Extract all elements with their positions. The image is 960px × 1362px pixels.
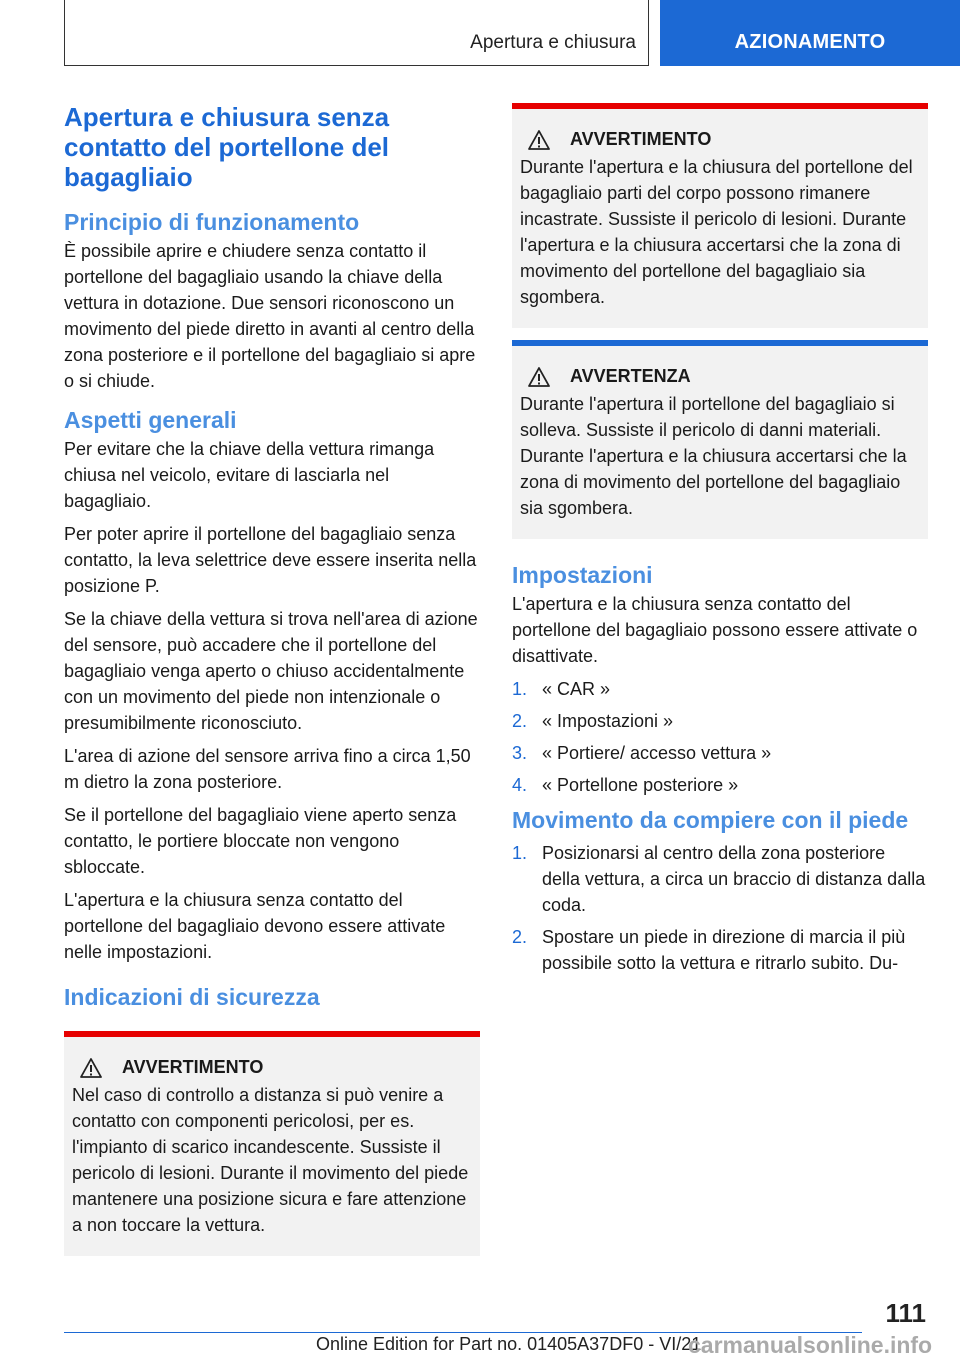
steps-movimento <box>512 840 928 976</box>
step-number: 4. <box>512 775 528 795</box>
caution-title: AVVERTENZA <box>570 366 691 386</box>
step-text: « Impostazioni » <box>542 711 674 731</box>
header-section-title: Apertura e chiusura <box>470 32 636 53</box>
caution-triangle-icon <box>528 367 550 387</box>
warning-title-row <box>520 129 920 150</box>
step-text: « Portellone posteriore » <box>542 775 739 795</box>
warning-title: AVVERTIMENTO <box>570 129 712 149</box>
watermark: carmanualsonline.info <box>688 1332 933 1358</box>
list-item <box>512 772 928 798</box>
paragraph-aspetti-1: Per evitare che la chiave della vettura rimanga chiusa nel veicolo, evitare di lasciarla nel bagagliaio. <box>64 439 435 511</box>
step-text: « Portiere/ accesso vettura » <box>542 743 772 763</box>
caution-title-row <box>520 366 920 387</box>
page-title: Apertura e chiusura senza contatto del portellone del bagagliaio <box>64 102 390 192</box>
warning-triangle-icon <box>80 1058 102 1078</box>
warning-text: Durante l'apertura e la chiusura del portellone del bagagliaio parti del corpo possono rimanere incastrate. Sussiste il pericolo di lesioni. Durante l'apertura e la chiusura accertarsi che la zona di movimento del portellone del bagagliaio sia sgombera. <box>520 157 913 307</box>
step-text: « CAR » <box>542 679 611 699</box>
paragraph-impostazioni: L'apertura e la chiusura senza contatto del portellone del bagagliaio possono essere attivate o disattivate. <box>512 594 918 666</box>
paragraph-aspetti-4: L'area di azione del sensore arriva fino a circa 1,50 m dietro la zona posteriore. <box>64 746 471 792</box>
warning-box-1 <box>64 1031 480 1256</box>
step-number: 1. <box>512 679 528 699</box>
header-frame <box>64 0 649 66</box>
right-column <box>512 100 928 982</box>
step-text: Spostare un piede in direzione di marcia il più possibile sotto la vettura e ritrarlo subito. Du- <box>542 927 906 973</box>
warning-box-2 <box>512 103 928 328</box>
header-chapter-tab[interactable]: AZIONAMENTO <box>660 0 960 66</box>
paragraph-aspetti-2: Per poter aprire il portellone del bagagliaio senza contatto, la leva selettrice deve essere inserita nella posizione P. <box>64 524 477 596</box>
warning-triangle-icon <box>528 130 550 150</box>
paragraph-aspetti-6: L'apertura e la chiusura senza contatto del portellone del bagagliaio devono essere attivate nelle impostazioni. <box>64 890 446 962</box>
step-number: 1. <box>512 843 528 863</box>
left-column <box>64 100 480 1266</box>
step-text: Posizionarsi al centro della zona posteriore della vettura, a circa un braccio di distanza dalla coda. <box>542 843 926 915</box>
list-item <box>512 708 928 734</box>
caution-box <box>512 340 928 539</box>
list-item <box>512 840 928 918</box>
list-item <box>512 676 928 702</box>
step-number: 3. <box>512 743 528 763</box>
warning-title-row <box>72 1057 472 1078</box>
page-number: 111 <box>885 1298 926 1328</box>
steps-impostazioni <box>512 676 928 798</box>
paragraph-aspetti-3: Se la chiave della vettura si trova nell'area di azione del sensore, può accadere che il portellone del bagagliaio venga aperto o chiuso accidentalmente con un movimento del piede non intenzionale o presumibilmente riconosciuto. <box>64 609 478 733</box>
heading-principio: Principio di funzionamento <box>64 209 360 235</box>
step-number: 2. <box>512 711 528 731</box>
paragraph-aspetti-5: Se il portellone del bagagliaio viene aperto senza contatto, le portiere bloccate non vengono sbloccate. <box>64 805 457 877</box>
step-number: 2. <box>512 927 528 947</box>
heading-movimento: Movimento da compiere con il piede <box>512 807 909 833</box>
footer-edition: Online Edition for Part no. 01405A37DF0 - VI/21 <box>316 1334 702 1354</box>
warning-title: AVVERTIMENTO <box>122 1057 264 1077</box>
list-item <box>512 740 928 766</box>
heading-aspetti: Aspetti generali <box>64 407 237 433</box>
caution-text: Durante l'apertura il portellone del bagagliaio si solleva. Sussiste il pericolo di danni materiali. Durante l'apertura e la chiusura accertarsi che la zona di movimento del portellone del bagagliaio sia sgombera. <box>520 394 907 518</box>
heading-sicurezza: Indicazioni di sicurezza <box>64 984 320 1010</box>
warning-text: Nel caso di controllo a distanza si può venire a contatto con componenti pericolosi, per es. l'impianto di scarico incandescente. Sussiste il pericolo di lesioni. Durante il movimento del piede mantenere una posizione sicura e fare attenzione a non toccare la vettura. <box>72 1085 469 1235</box>
list-item <box>512 924 928 976</box>
paragraph-principio: È possibile aprire e chiudere senza contatto il portellone del bagagliaio usando la chiave della vettura in dotazione. Due sensori riconoscono un movimento del piede diretto in avanti al centro della zona posteriore e il portellone del bagagliaio si apre o si chiude. <box>64 241 476 391</box>
heading-impostazioni: Impostazioni <box>512 562 653 588</box>
